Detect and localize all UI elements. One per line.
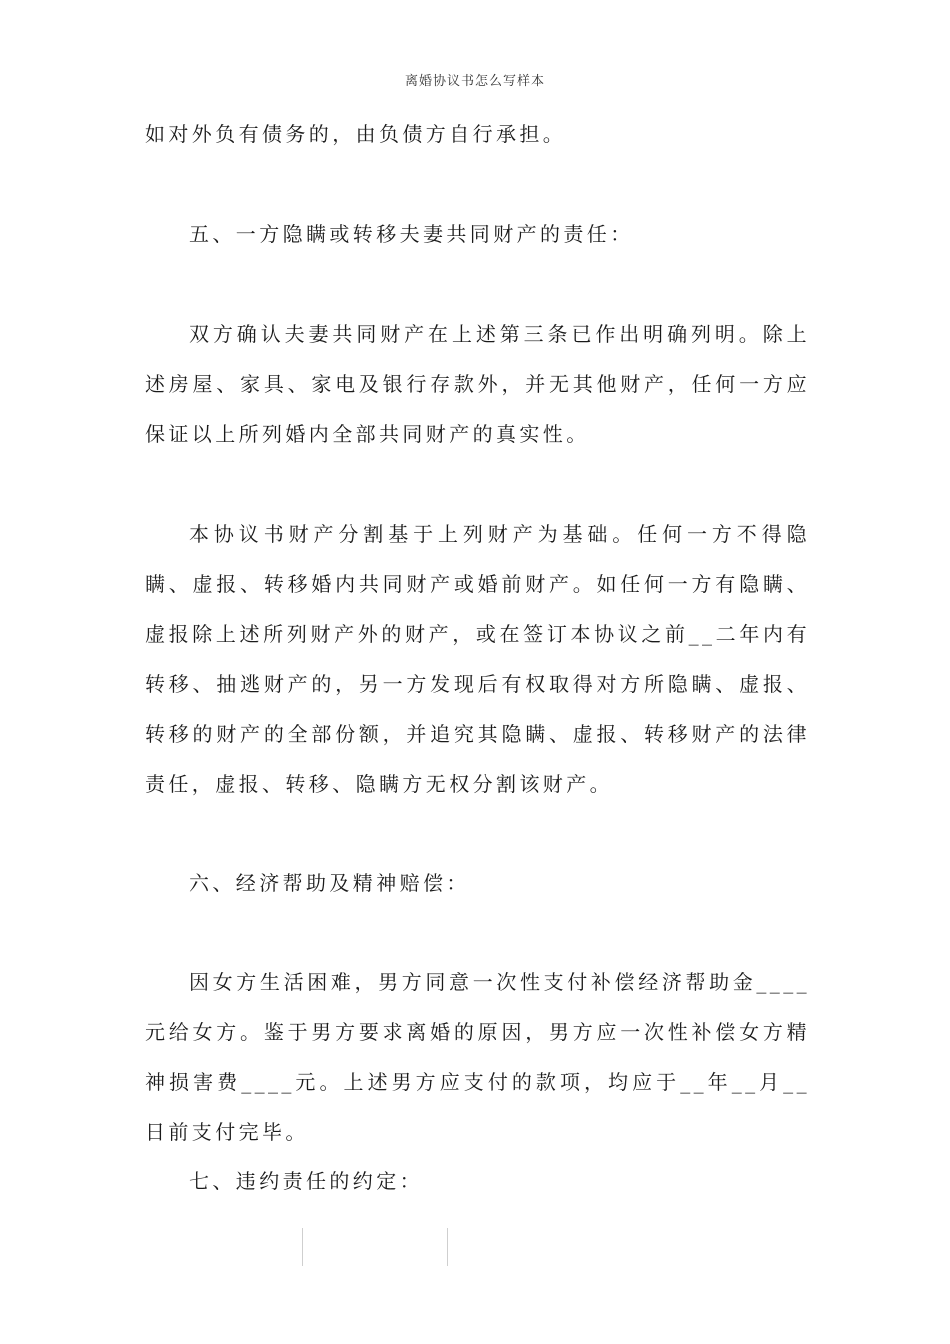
divider-line-right: [447, 1228, 448, 1266]
paragraph-debt: 如对外负有债务的，由负债方自行承担。: [145, 122, 567, 146]
page-header-title: 离婚协议书怎么写样本: [404, 74, 545, 89]
paragraph-compensation: 因女方生活困难，男方同意一次性支付补偿经济帮助金____元给女方。鉴于男方要求离婚的原因，男方应一次性补偿女方精神损害费____元。上述男方应支付的款项，均应于__年__月__日前支付完毕。: [145, 970, 810, 1144]
section-heading-7: 七、违约责任的约定：: [189, 1169, 423, 1193]
paragraph-property-division: 本协议书财产分割基于上列财产为基础。任何一方不得隐瞒、虚报、转移婚内共同财产或婚前财产。如任何一方有隐瞒、虚报除上述所列财产外的财产，或在签订本协议之前__二年内有转移、抽逃财产的，另一方发现后有权取得对方所隐瞒、虚报、转移的财产的全部份额，并追究其隐瞒、虚报、转移财产的法律责任，虚报、转移、隐瞒方无权分割该财产。: [145, 522, 810, 796]
section-heading-5: 五、一方隐瞒或转移夫妻共同财产的责任：: [189, 222, 634, 246]
section-heading-6: 六、经济帮助及精神赔偿：: [189, 871, 470, 895]
paragraph-property-confirmation: 双方确认夫妻共同财产在上述第三条已作出明确列明。除上述房屋、家具、家电及银行存款外，并无其他财产，任何一方应保证以上所列婚内全部共同财产的真实性。: [145, 322, 810, 446]
divider-line-left: [302, 1228, 303, 1266]
